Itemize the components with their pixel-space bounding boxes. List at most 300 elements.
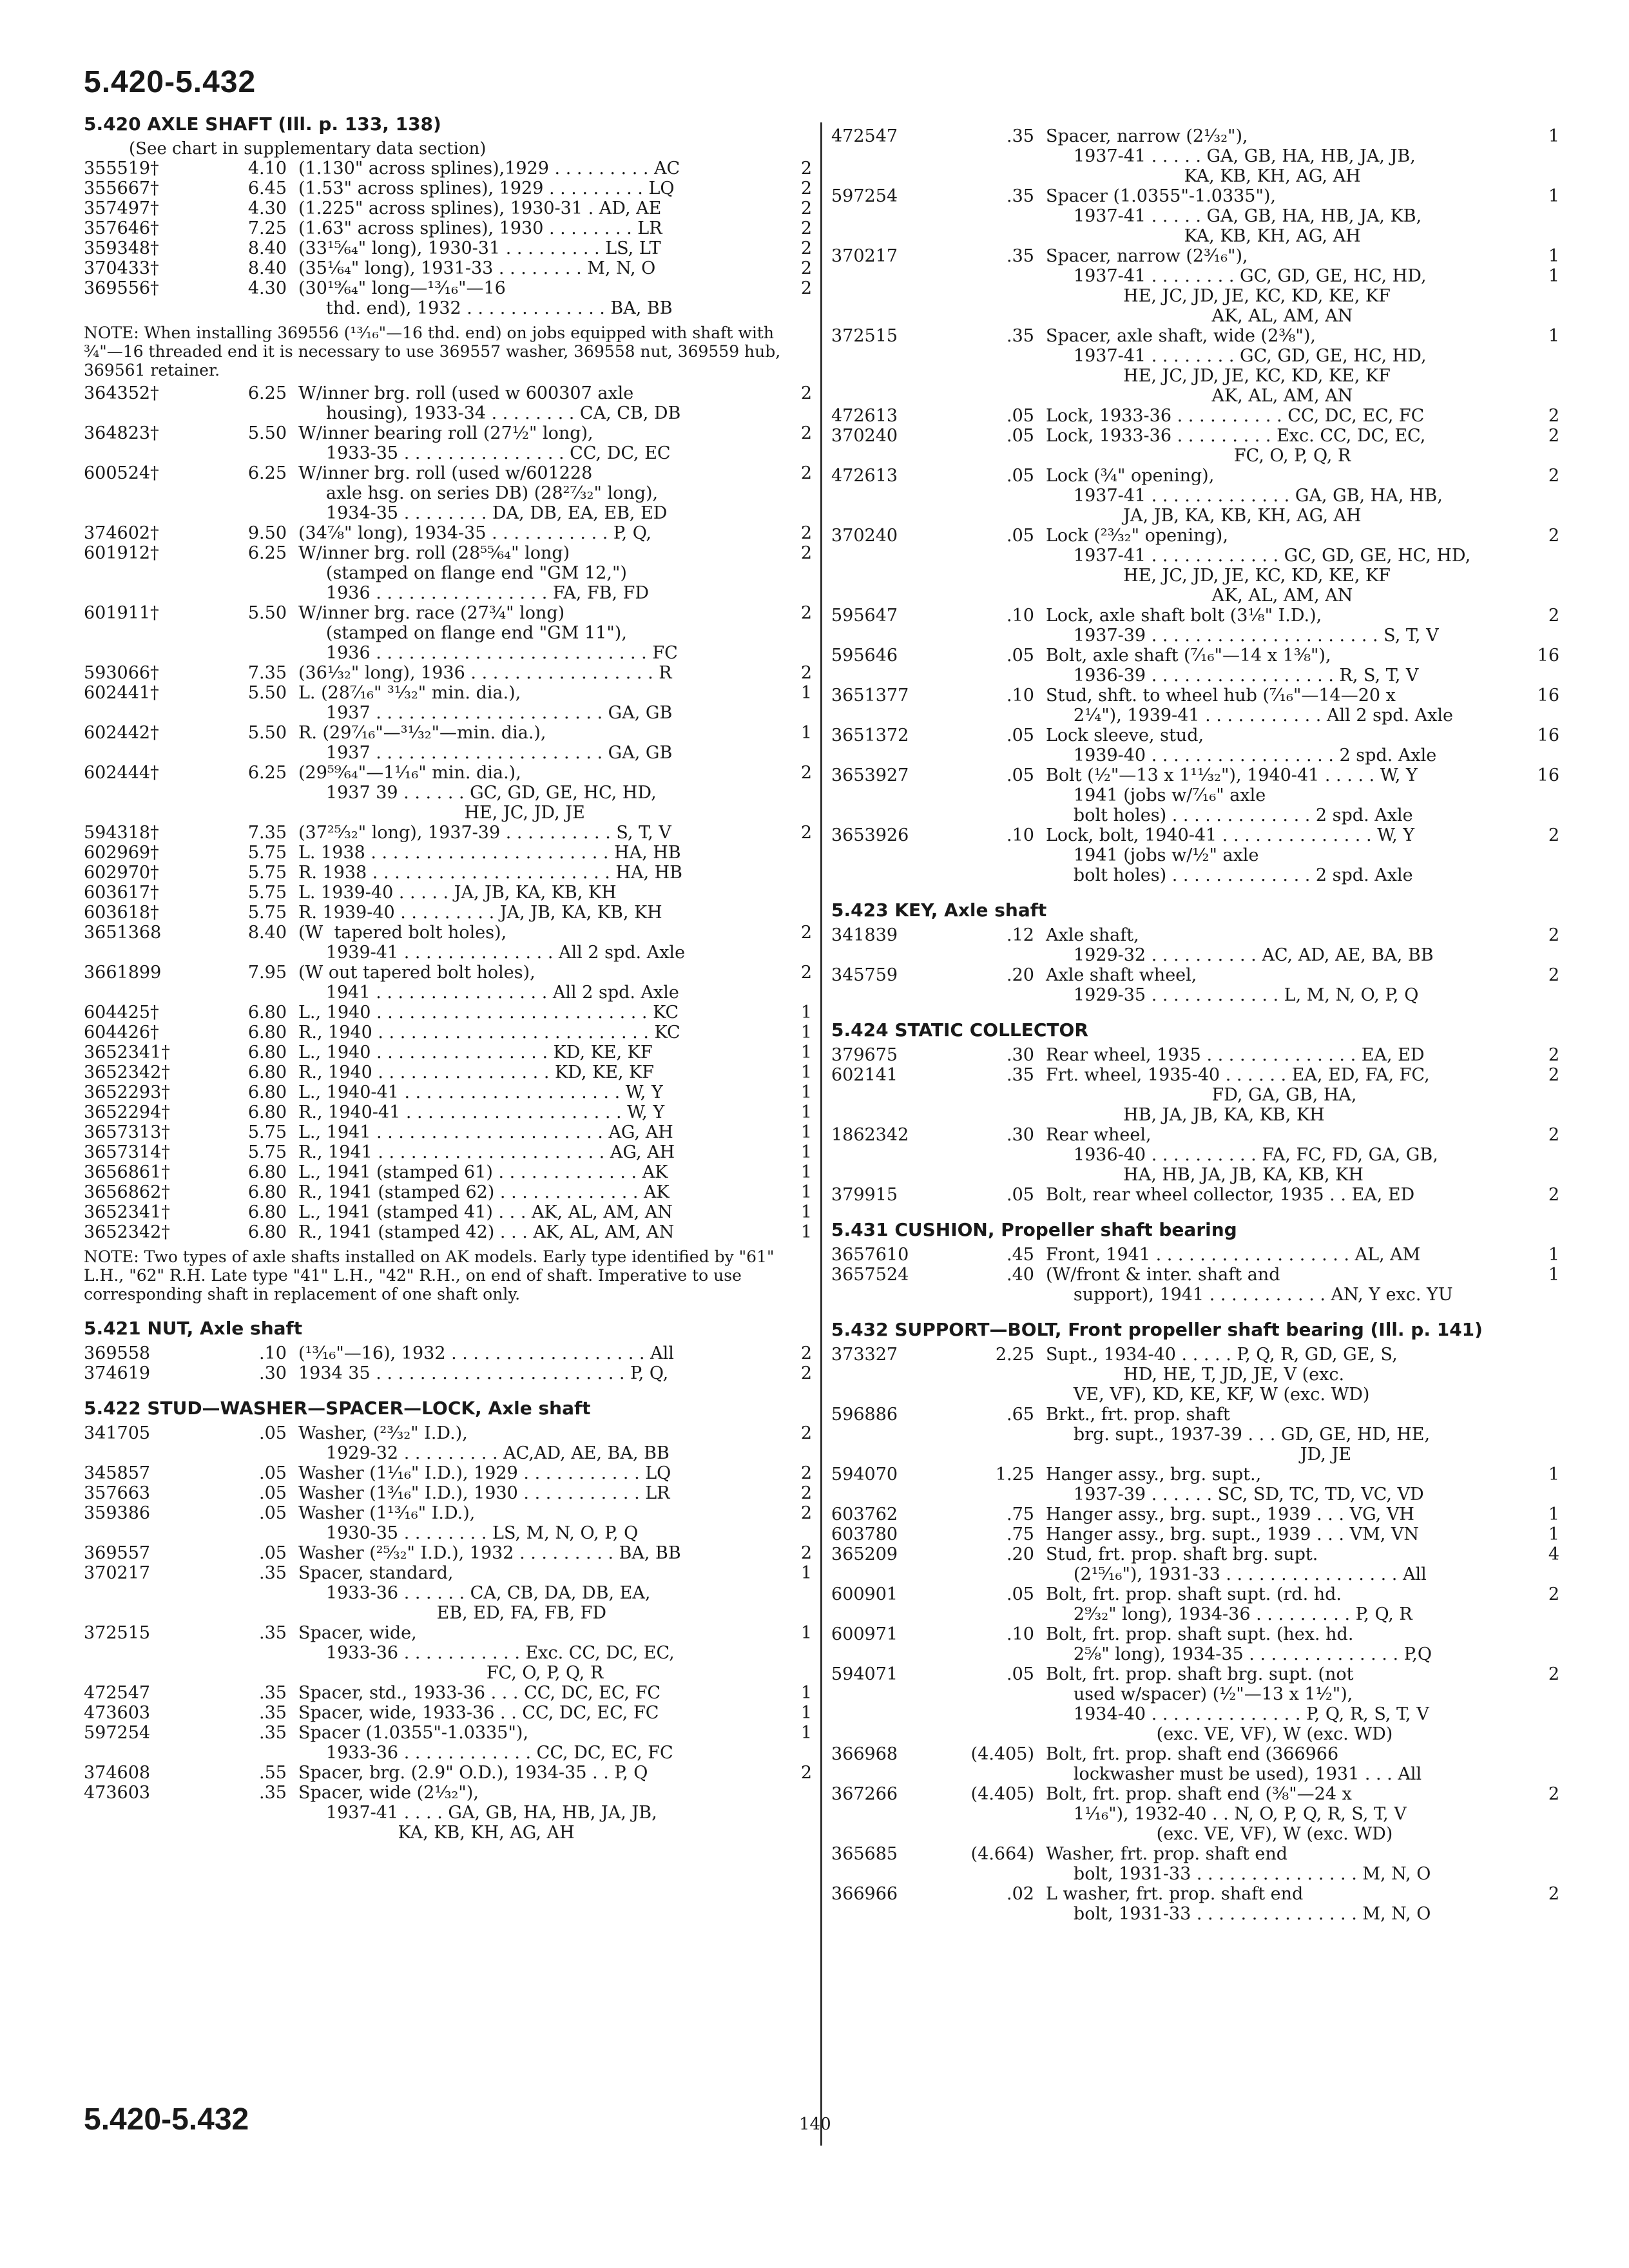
quantity: 2 bbox=[800, 1763, 812, 1783]
parts-row bbox=[84, 863, 812, 883]
price: 6.80 bbox=[247, 1003, 287, 1023]
description: (35¹⁄₆₄" long), 1931-33 . . . . . . . . M, N, O bbox=[298, 258, 656, 278]
price: .35 bbox=[259, 1683, 287, 1703]
parts-row bbox=[84, 1563, 812, 1623]
part-number: 3657313† bbox=[84, 1122, 170, 1142]
description: Washer (1¹⁄₁₆" I.D.), 1929 . . . . . . . . . . . LQ bbox=[298, 1463, 671, 1483]
description: Spacer, brg. (2.9" O.D.), 1934-35 . . P, Q bbox=[298, 1763, 648, 1783]
description: (34⁷⁄₈" long), 1934-35 . . . . . . . . . . . P, Q, bbox=[298, 523, 652, 543]
part-number: 3652341† bbox=[84, 1043, 170, 1062]
parts-row bbox=[84, 1463, 812, 1483]
part-number: 3652293† bbox=[84, 1082, 170, 1102]
description: W/inner brg. roll (used w 600307 axle housing), 1933-34 . . . . . . . . CA, CB, DB bbox=[298, 383, 681, 423]
description: Washer (1¹³⁄₁₆" I.D.), 1930-35 . . . . . . . . LS, M, N, O, P, Q bbox=[298, 1503, 639, 1543]
part-number: 359348† bbox=[84, 238, 159, 258]
parts-row bbox=[84, 723, 812, 763]
page-footer: 5.420-5.432 bbox=[84, 2102, 249, 2137]
parts-row bbox=[831, 246, 1559, 326]
description: Washer, frt. prop. shaft end bolt, 1931-33 . . . . . . . . . . . . . . . M, N, O bbox=[1046, 1844, 1431, 1884]
quantity: 2 bbox=[1548, 1125, 1559, 1145]
price: 6.45 bbox=[247, 178, 287, 198]
quantity: 1 bbox=[1548, 126, 1559, 146]
description: Stud, shft. to wheel hub (⁷⁄₁₆"—14—20 x 2¹⁄₄"), 1939-41 . . . . . . . . . . . All 2 spd. Axle bbox=[1046, 686, 1454, 726]
price: .05 bbox=[259, 1423, 287, 1443]
part-number: 473603 bbox=[84, 1783, 151, 1803]
price: 6.80 bbox=[247, 1222, 287, 1242]
quantity: 2 bbox=[1548, 426, 1559, 446]
price: .30 bbox=[259, 1363, 287, 1383]
parts-row bbox=[84, 423, 812, 463]
part-number: 472547 bbox=[831, 126, 898, 146]
quantity bbox=[767, 843, 812, 863]
description: R., 1940 . . . . . . . . . . . . . . . . . . . . . . . . . KC bbox=[298, 1023, 680, 1043]
parts-row bbox=[84, 683, 812, 723]
quantity: 1 bbox=[1548, 1265, 1559, 1285]
part-number: 365209 bbox=[831, 1544, 898, 1564]
price: 4.10 bbox=[247, 159, 287, 178]
description: W/inner bearing roll (27½" long), 1933-35 . . . . . . . . . . . . . . . CC, DC, EC bbox=[298, 423, 671, 463]
price: .35 bbox=[1007, 326, 1034, 346]
quantity: 1 bbox=[800, 1723, 812, 1743]
description: (29⁵⁹⁄₆₄"—1¹⁄₁₆" min. dia.), 1937 39 . . . . . . GC, GD, GE, HC, HD, HE, JC, JD, JE bbox=[298, 763, 657, 823]
quantity: 1 bbox=[1548, 1524, 1559, 1544]
parts-row bbox=[84, 1142, 812, 1162]
parts-row bbox=[831, 1544, 1559, 1584]
quantity bbox=[1514, 1844, 1559, 1884]
parts-row bbox=[831, 1624, 1559, 1664]
part-number: 472547 bbox=[84, 1683, 151, 1703]
parts-row bbox=[84, 963, 812, 1003]
quantity bbox=[767, 883, 812, 903]
parts-row bbox=[84, 1182, 812, 1202]
price: 7.35 bbox=[247, 663, 287, 683]
parts-row bbox=[831, 646, 1559, 686]
parts-row bbox=[831, 1744, 1559, 1784]
price: .30 bbox=[1007, 1045, 1034, 1065]
quantity: 2 bbox=[800, 663, 812, 683]
price: .05 bbox=[259, 1503, 287, 1523]
quantity: 1 bbox=[1548, 1465, 1559, 1485]
parts-row bbox=[84, 1023, 812, 1043]
quantity: 1 bbox=[800, 723, 812, 743]
parts-row bbox=[831, 1844, 1559, 1884]
page-number: 140 bbox=[799, 2115, 831, 2134]
quantity bbox=[767, 1783, 812, 1843]
price: 1.25 bbox=[995, 1465, 1034, 1485]
part-number: 603762 bbox=[831, 1504, 898, 1524]
description: W/inner brg. roll (used w/601228 axle hsg. on series DB) (28²⁷⁄₃₂" long), 1934-35 . . . . . . . . DA, DB, EA, EB, ED bbox=[298, 463, 668, 523]
parts-row bbox=[831, 186, 1559, 246]
parts-row bbox=[84, 1483, 812, 1503]
description: (30¹⁹⁄₆₄" long—¹³⁄₁₆"—16 thd. end), 1932 . . . . . . . . . . . . . BA, BB bbox=[298, 278, 673, 318]
description: Supt., 1934-40 . . . . . P, Q, R, GD, GE, S, HD, HE, T, JD, JE, V (exc. VE, VF), KD, KE, KF, W (exc. WD) bbox=[1046, 1345, 1398, 1405]
price: 8.40 bbox=[247, 923, 287, 943]
parts-row bbox=[84, 1202, 812, 1222]
parts-row bbox=[831, 1065, 1559, 1125]
part-number: 3652294† bbox=[84, 1102, 170, 1122]
description: R. (29⁷⁄₁₆"—³¹⁄₃₂"—min. dia.), 1937 . . . . . . . . . . . . . . . . . . . . . GA, GB bbox=[298, 723, 673, 763]
price: .12 bbox=[1007, 925, 1034, 945]
price: 6.80 bbox=[247, 1082, 287, 1102]
parts-row bbox=[831, 426, 1559, 466]
part-number: 372515 bbox=[84, 1623, 151, 1643]
price: .05 bbox=[1007, 406, 1034, 426]
parts-row bbox=[831, 406, 1559, 426]
part-number: 604425† bbox=[84, 1003, 159, 1023]
description: Axle shaft wheel, 1929-35 . . . . . . . . . . . . L, M, N, O, P, Q bbox=[1046, 965, 1419, 1005]
section-heading: 5.424 STATIC COLLECTOR bbox=[831, 1019, 1088, 1041]
quantity bbox=[1514, 1744, 1559, 1784]
part-number: 3652341† bbox=[84, 1202, 170, 1222]
quantity: 2 bbox=[1548, 1884, 1559, 1904]
part-number: 3651368 bbox=[84, 923, 162, 943]
quantity: 2 bbox=[1548, 925, 1559, 945]
quantity: 1 bbox=[800, 1182, 812, 1202]
part-number: 366968 bbox=[831, 1744, 898, 1764]
price: 5.75 bbox=[247, 903, 287, 923]
description: (¹³⁄₁₆"—16), 1932 . . . . . . . . . . . . . . . . . . All bbox=[298, 1343, 674, 1363]
note-text: NOTE: Two types of axle shafts installed on AK models. Early type identified by "61" L.H., "62" R.H. Late type "41" L.H., "42" R.H., on end of shaft. Imperative to use corresponding shaft in replacement of one shaft only. bbox=[84, 1247, 775, 1303]
parts-row bbox=[84, 278, 812, 318]
note-text: NOTE: When installing 369556 (¹³⁄₁₆"—16 thd. end) on jobs equipped with shaft with ¾"—16 threaded end it is necessary to use 369557 washer, 369558 nut, 369559 hub, 369561 retainer. bbox=[84, 323, 781, 380]
quantity: 2 bbox=[800, 238, 812, 258]
part-number: 600971 bbox=[831, 1624, 898, 1644]
part-number: 602141 bbox=[831, 1065, 898, 1085]
quantity: 1 1 bbox=[1548, 246, 1559, 286]
parts-row bbox=[84, 903, 812, 923]
part-number: 367266 bbox=[831, 1784, 898, 1804]
description: (W out tapered bolt holes), 1941 . . . . . . . . . . . . . . . . All 2 spd. Axle bbox=[298, 963, 679, 1003]
part-number: 604426† bbox=[84, 1023, 159, 1043]
parts-row bbox=[84, 258, 812, 278]
description: L washer, frt. prop. shaft end bolt, 1931-33 . . . . . . . . . . . . . . . M, N, O bbox=[1046, 1884, 1431, 1924]
part-number: 472613 bbox=[831, 406, 898, 426]
quantity: 1 bbox=[800, 1062, 812, 1082]
price: 5.50 bbox=[247, 603, 287, 623]
quantity bbox=[767, 863, 812, 883]
part-number: 364352† bbox=[84, 383, 159, 403]
price: .20 bbox=[1007, 965, 1034, 985]
description: Lock (²³⁄₃₂" opening), 1937-41 . . . . . . . . . . . . GC, GD, GE, HC, HD, HE, JC, JD, JE, KC, KD, KE, KF AK, AL, AM, AN bbox=[1046, 526, 1471, 606]
parts-row bbox=[831, 1125, 1559, 1185]
section-heading: 5.420 AXLE SHAFT (Ill. p. 133, 138) bbox=[84, 113, 441, 135]
parts-row bbox=[831, 925, 1559, 965]
quantity: 1 bbox=[800, 1142, 812, 1162]
price: .35 bbox=[1007, 126, 1034, 146]
parts-row bbox=[84, 1003, 812, 1023]
parts-row bbox=[831, 326, 1559, 406]
quantity: 2 bbox=[800, 1463, 812, 1483]
parts-row bbox=[84, 883, 812, 903]
price: 5.75 bbox=[247, 1122, 287, 1142]
price: .35 bbox=[1007, 1065, 1034, 1085]
price: 5.75 bbox=[247, 863, 287, 883]
price: .05 bbox=[259, 1463, 287, 1483]
quantity: 2 bbox=[800, 1503, 812, 1523]
price: .05 bbox=[259, 1543, 287, 1563]
description: Axle shaft, 1929-32 . . . . . . . . . . AC, AD, AE, BA, BB bbox=[1046, 925, 1434, 965]
quantity: 1 bbox=[1548, 1245, 1559, 1265]
description: (1.130" across splines),1929 . . . . . . . . . AC bbox=[298, 159, 680, 178]
part-number: 596886 bbox=[831, 1405, 898, 1425]
description: (W tapered bolt holes), 1939-41 . . . . . . . . . . . . . . All 2 spd. Axle bbox=[298, 923, 686, 963]
quantity: 1 bbox=[800, 1043, 812, 1062]
parts-row bbox=[831, 1185, 1559, 1205]
part-number: 602970† bbox=[84, 863, 159, 883]
price: .45 bbox=[1007, 1245, 1034, 1265]
part-number: 372515 bbox=[831, 326, 898, 346]
price: .10 bbox=[1007, 686, 1034, 706]
price: 4.30 bbox=[247, 278, 287, 298]
part-number: 603618† bbox=[84, 903, 159, 923]
quantity: 1 bbox=[800, 1563, 812, 1583]
description: Bolt, frt. prop. shaft supt. (rd. hd. 2⁹⁄₃₂" long), 1934-36 . . . . . . . . . P, Q, R bbox=[1046, 1584, 1412, 1624]
quantity: 1 bbox=[800, 1222, 812, 1242]
right-column bbox=[831, 126, 1559, 1924]
quantity: 4 bbox=[1548, 1544, 1559, 1564]
description: Lock, 1933-36 . . . . . . . . . . CC, DC, EC, FC bbox=[1046, 406, 1425, 426]
quantity: 2 bbox=[800, 1483, 812, 1503]
part-number: 594318† bbox=[84, 823, 159, 843]
description: R., 1941 . . . . . . . . . . . . . . . . . . . . . AG, AH bbox=[298, 1142, 675, 1162]
parts-row bbox=[831, 825, 1559, 885]
quantity: 2 bbox=[800, 218, 812, 238]
price: (4.405) bbox=[970, 1744, 1034, 1764]
price: 6.80 bbox=[247, 1043, 287, 1062]
part-number: 593066† bbox=[84, 663, 159, 683]
description: (36¹⁄₃₂" long), 1936 . . . . . . . . . . . . . . . . . R bbox=[298, 663, 672, 683]
parts-row bbox=[84, 1623, 812, 1683]
description: L. 1938 . . . . . . . . . . . . . . . . . . . . . . HA, HB bbox=[298, 843, 681, 863]
price: 6.80 bbox=[247, 1102, 287, 1122]
quantity: 1 bbox=[800, 1023, 812, 1043]
price: .35 bbox=[259, 1783, 287, 1803]
part-number: 374602† bbox=[84, 523, 159, 543]
part-number: 341705 bbox=[84, 1423, 151, 1443]
part-number: 355667† bbox=[84, 178, 159, 198]
quantity: 2 bbox=[1548, 1045, 1559, 1065]
description: R., 1941 (stamped 42) . . . AK, AL, AM, AN bbox=[298, 1222, 675, 1242]
description: Spacer, std., 1933-36 . . . CC, DC, EC, FC bbox=[298, 1683, 661, 1703]
quantity bbox=[1514, 1624, 1559, 1664]
parts-row bbox=[84, 1723, 812, 1763]
part-number: 369557 bbox=[84, 1543, 151, 1563]
description: (37²⁵⁄₃₂" long), 1937-39 . . . . . . . . . . S, T, V bbox=[298, 823, 671, 843]
quantity: 2 bbox=[1548, 526, 1559, 546]
price: 7.25 bbox=[247, 218, 287, 238]
quantity: 2 bbox=[800, 278, 812, 298]
part-number: 3657524 bbox=[831, 1265, 909, 1285]
price: .35 bbox=[259, 1723, 287, 1743]
part-number: 594071 bbox=[831, 1664, 898, 1684]
quantity: 2 bbox=[800, 543, 812, 563]
part-number: 359386 bbox=[84, 1503, 151, 1523]
quantity: 2 bbox=[800, 923, 812, 943]
description: Spacer, narrow (2¹⁄₃₂"), 1937-41 . . . . . GA, GB, HA, HB, JA, JB, KA, KB, KH, AG, AH bbox=[1046, 126, 1416, 186]
parts-row bbox=[84, 1363, 812, 1383]
price: .35 bbox=[1007, 246, 1034, 266]
part-number: 366966 bbox=[831, 1884, 898, 1904]
description: Spacer, standard, 1933-36 . . . . . . CA, CB, DA, DB, EA, EB, ED, FA, FB, FD bbox=[298, 1563, 651, 1623]
part-number: 602442† bbox=[84, 723, 159, 743]
price: 5.75 bbox=[247, 883, 287, 903]
quantity: 2 bbox=[800, 178, 812, 198]
parts-row bbox=[84, 543, 812, 603]
part-number: 357497† bbox=[84, 198, 159, 218]
quantity: 1 bbox=[800, 1122, 812, 1142]
description: Bolt, frt. prop. shaft end (366966 lockwasher must be used), 1931 . . . All bbox=[1046, 1744, 1422, 1784]
quantity: 2 bbox=[800, 1363, 812, 1383]
price: .05 bbox=[1007, 526, 1034, 546]
description: L., 1940 . . . . . . . . . . . . . . . . . . . . . . . . . KC bbox=[298, 1003, 679, 1023]
quantity: 2 bbox=[800, 1343, 812, 1363]
description: Hanger assy., brg. supt., 1939 . . . VM, VN bbox=[1046, 1524, 1419, 1544]
description: Spacer (1.0355"-1.0335"), 1937-41 . . . . . GA, GB, HA, HB, JA, KB, KA, KB, KH, AG, AH bbox=[1046, 186, 1422, 246]
part-number: 370217 bbox=[831, 246, 898, 266]
part-number: 3656861† bbox=[84, 1162, 170, 1182]
parts-row bbox=[84, 383, 812, 423]
description: Bolt (¹⁄₂"—13 x 1¹¹⁄₃₂"), 1940-41 . . . . . W, Y 1941 (jobs w/⁷⁄₁₆" axle bolt holes) . . . . . . . . . . . . . 2 spd. Axle bbox=[1046, 765, 1418, 825]
part-number: 355519† bbox=[84, 159, 159, 178]
part-number: 374619 bbox=[84, 1363, 151, 1383]
description: Hanger assy., brg. supt., 1937-39 . . . . . . SC, SD, TC, TD, VC, VD bbox=[1046, 1465, 1424, 1504]
quantity: 2 bbox=[1548, 1664, 1559, 1684]
quantity: 1 bbox=[1548, 1504, 1559, 1524]
price: .10 bbox=[259, 1343, 287, 1363]
description: Bolt, axle shaft (⁷⁄₁₆"—14 x 1³⁄₈"), 1936-39 . . . . . . . . . . . . . . . . . R, S, T, V bbox=[1046, 646, 1419, 686]
part-number: 3653927 bbox=[831, 765, 909, 785]
parts-row bbox=[84, 1683, 812, 1703]
part-number: 345857 bbox=[84, 1463, 151, 1483]
price: .55 bbox=[259, 1763, 287, 1783]
part-number: 603780 bbox=[831, 1524, 898, 1544]
part-number: 370240 bbox=[831, 426, 898, 446]
parts-row bbox=[84, 463, 812, 523]
price: 5.50 bbox=[247, 423, 287, 443]
price: 6.25 bbox=[247, 463, 287, 483]
quantity: 1 bbox=[1548, 326, 1559, 346]
parts-row bbox=[84, 1043, 812, 1062]
price: 9.50 bbox=[247, 523, 287, 543]
price: 5.75 bbox=[247, 1142, 287, 1162]
parts-row bbox=[84, 1543, 812, 1563]
part-number: 597254 bbox=[831, 186, 898, 206]
section-heading: 5.421 NUT, Axle shaft bbox=[84, 1318, 303, 1339]
quantity: 2 bbox=[1548, 406, 1559, 426]
parts-row bbox=[84, 1062, 812, 1082]
price: .05 bbox=[259, 1483, 287, 1503]
price: .35 bbox=[259, 1623, 287, 1643]
quantity: 1 bbox=[800, 683, 812, 703]
parts-row bbox=[831, 1884, 1559, 1924]
parts-row bbox=[831, 126, 1559, 186]
left-column bbox=[84, 113, 812, 1843]
description: L., 1940-41 . . . . . . . . . . . . . . . . . . . . W, Y bbox=[298, 1082, 663, 1102]
parts-row bbox=[831, 1504, 1559, 1524]
price: 4.30 bbox=[247, 198, 287, 218]
parts-row bbox=[831, 1524, 1559, 1544]
parts-row bbox=[84, 198, 812, 218]
parts-row bbox=[84, 1082, 812, 1102]
description: R., 1940-41 . . . . . . . . . . . . . . . . . . . . W, Y bbox=[298, 1102, 665, 1122]
part-number: 597254 bbox=[84, 1723, 151, 1743]
description: L., 1941 (stamped 61) . . . . . . . . . . . . . AK bbox=[298, 1162, 668, 1182]
price: 8.40 bbox=[247, 258, 287, 278]
description: 1934 35 . . . . . . . . . . . . . . . . . . . . . . . P, Q, bbox=[298, 1363, 669, 1383]
price: 5.75 bbox=[247, 843, 287, 863]
part-number: 3651377 bbox=[831, 686, 909, 706]
note-text: (See chart in supplementary data section) bbox=[129, 139, 487, 159]
price: .05 bbox=[1007, 1584, 1034, 1604]
price: .10 bbox=[1007, 606, 1034, 626]
price: 6.80 bbox=[247, 1023, 287, 1043]
description: Lock, bolt, 1940-41 . . . . . . . . . . . . . . W, Y 1941 (jobs w/½" axle bolt holes) . . . . . . . . . . . . . 2 spd. Axle bbox=[1046, 825, 1415, 885]
quantity: 2 bbox=[800, 823, 812, 843]
description: Spacer, wide, 1933-36 . . CC, DC, EC, FC bbox=[298, 1703, 659, 1723]
description: Spacer, narrow (2³⁄₁₆"), 1937-41 . . . . . . . . GC, GD, GE, HC, HD, HE, JC, JD, JE, KC, KD, KE, KF AK, AL, AM, AN bbox=[1046, 246, 1427, 326]
quantity: 1 bbox=[1548, 186, 1559, 206]
quantity: 1 bbox=[800, 1082, 812, 1102]
description: R. 1939-40 . . . . . . . . . JA, JB, KA, KB, KH bbox=[298, 903, 662, 923]
price: .35 bbox=[1007, 186, 1034, 206]
quantity: 2 bbox=[800, 463, 812, 483]
description: Rear wheel, 1935 . . . . . . . . . . . . . . EA, ED bbox=[1046, 1045, 1425, 1065]
description: (33¹⁵⁄₆₄" long), 1930-31 . . . . . . . . . LS, LT bbox=[298, 238, 661, 258]
section-heading: 5.423 KEY, Axle shaft bbox=[831, 899, 1047, 921]
parts-row bbox=[831, 765, 1559, 825]
part-number: 1862342 bbox=[831, 1125, 909, 1145]
part-number: 374608 bbox=[84, 1763, 151, 1783]
description: Bolt, frt. prop. shaft supt. (hex. hd. 2⁵⁄₈" long), 1934-35 . . . . . . . . . . . . . . P,Q bbox=[1046, 1624, 1432, 1664]
part-number: 369558 bbox=[84, 1343, 151, 1363]
part-number: 472613 bbox=[831, 466, 898, 486]
price: 6.25 bbox=[247, 763, 287, 783]
quantity: 2 bbox=[800, 159, 812, 178]
description: L. (28⁷⁄₁₆" ³¹⁄₃₂" min. dia.), 1937 . . . . . . . . . . . . . . . . . . . . . GA, GB bbox=[298, 683, 673, 723]
quantity: 2 bbox=[800, 1543, 812, 1563]
parts-row bbox=[84, 178, 812, 198]
quantity: 1 bbox=[800, 1623, 812, 1643]
parts-row bbox=[84, 159, 812, 178]
part-number: 3656862† bbox=[84, 1182, 170, 1202]
quantity: 2 bbox=[800, 603, 812, 623]
description: Stud, frt. prop. shaft brg. supt. (2¹⁵⁄₁₆"), 1931-33 . . . . . . . . . . . . . . . . All bbox=[1046, 1544, 1427, 1584]
parts-row bbox=[831, 466, 1559, 526]
parts-row bbox=[84, 663, 812, 683]
quantity bbox=[767, 903, 812, 923]
price: 8.40 bbox=[247, 238, 287, 258]
part-number: 601912† bbox=[84, 543, 159, 563]
price: .05 bbox=[1007, 726, 1034, 745]
quantity: 2 bbox=[1548, 1584, 1559, 1604]
description: Lock, axle shaft bolt (3¹⁄₈" I.D.), 1937-39 . . . . . . . . . . . . . . . . . . . . . S, T, V bbox=[1046, 606, 1439, 646]
part-number: 3652342† bbox=[84, 1222, 170, 1242]
part-number: 3657314† bbox=[84, 1142, 170, 1162]
parts-row bbox=[84, 603, 812, 663]
parts-row bbox=[831, 1664, 1559, 1744]
quantity: 2 bbox=[800, 383, 812, 403]
price: 6.25 bbox=[247, 543, 287, 563]
description: Bolt, frt. prop. shaft end (³⁄₈"—24 x 1¹⁄₁₆"), 1932-40 . . N, O, P, Q, R, S, T, V (exc. VE, VF), W (exc. WD) bbox=[1046, 1784, 1407, 1844]
price: .35 bbox=[259, 1703, 287, 1723]
description: L., 1940 . . . . . . . . . . . . . . . . KD, KE, KF bbox=[298, 1043, 653, 1062]
parts-row bbox=[84, 843, 812, 863]
quantity: 1 bbox=[800, 1003, 812, 1023]
quantity: 2 bbox=[1548, 1784, 1559, 1804]
part-number: 473603 bbox=[84, 1703, 151, 1723]
quantity: 16 bbox=[1537, 726, 1559, 745]
part-number: 600524† bbox=[84, 463, 159, 483]
